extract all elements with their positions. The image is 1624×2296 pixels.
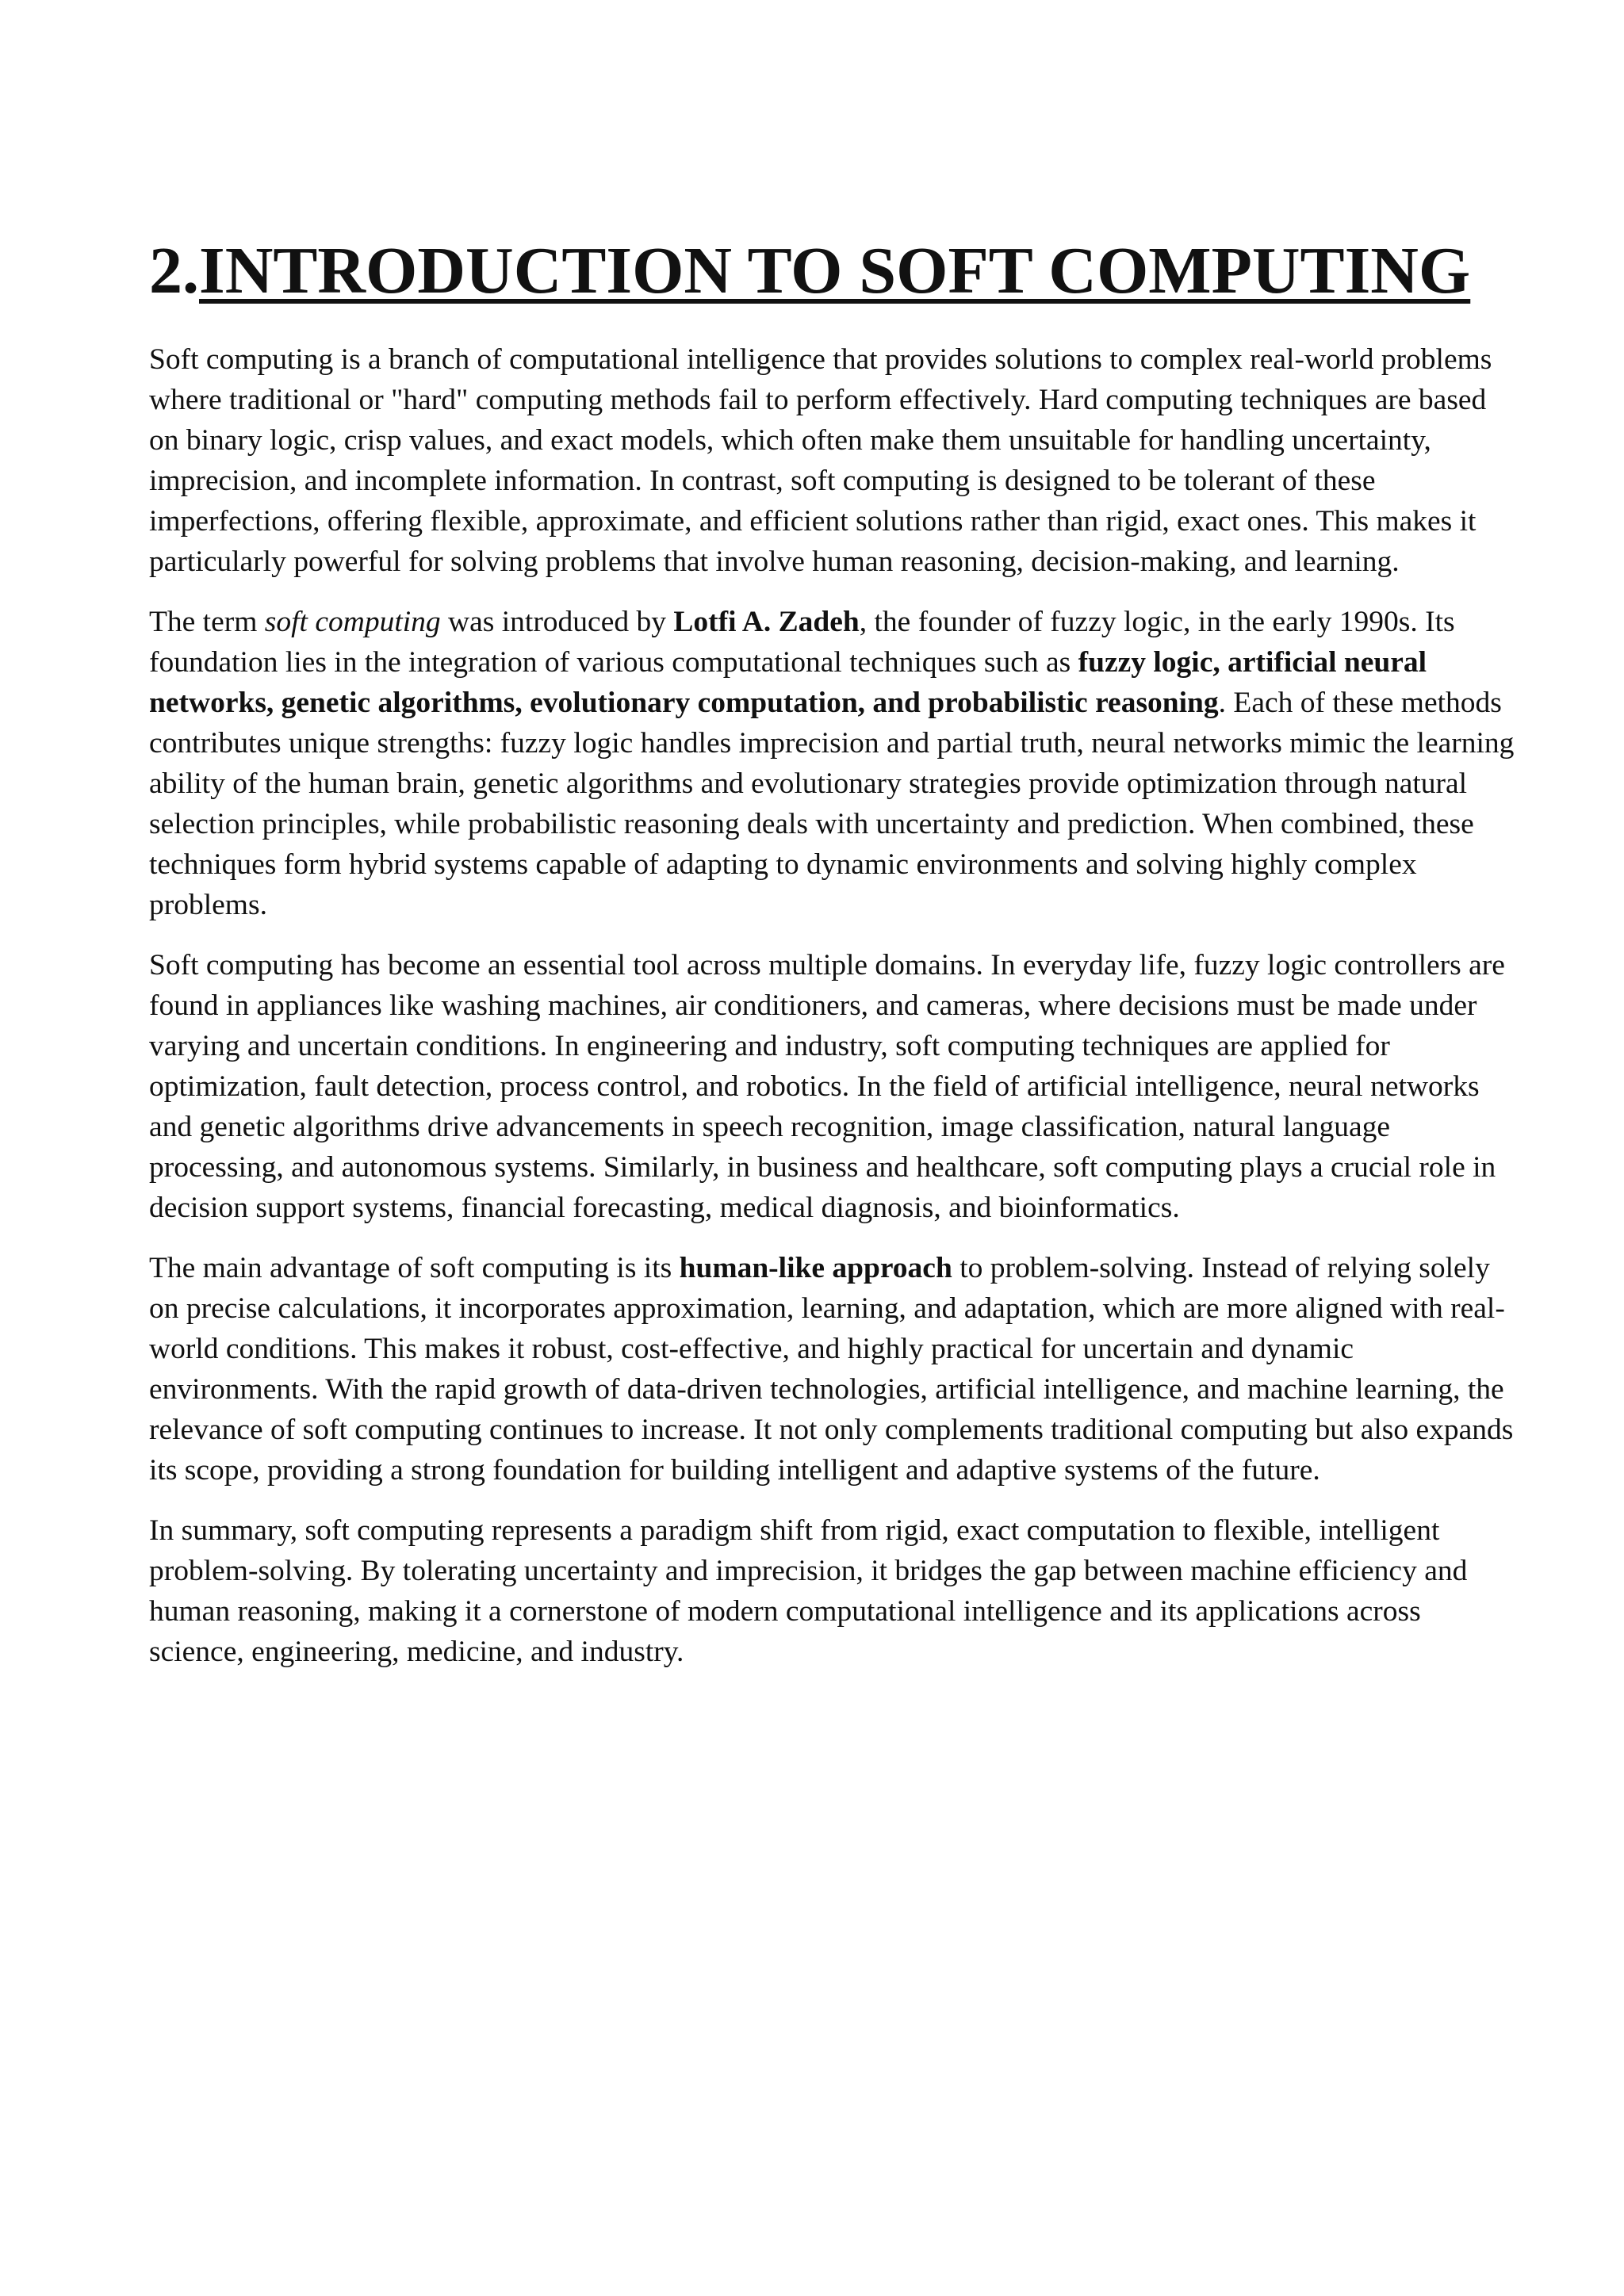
paragraph-1: Soft computing is a branch of computational intelligence that provides solutions to complex real-world problems where traditional or "hard" computing methods fail to perform effectively. Hard computing techniques are based on binary logic, crisp values, and exact models, which often make them unsuitable for handling uncertainty, imprecision, and incomplete information. In contrast, soft computing is designed to be tolerant of these imperfections, offering flexible, approximate, and efficient solutions rather than rigid, exact ones. This makes it particularly powerful for solving problems that involve human reasoning, decision-making, and learning. (149, 343, 1492, 578)
paragraph-2-text: was introduced by (440, 606, 674, 638)
paragraph-4-text: to problem-solving. Instead of relying solely on precise calculations, it incorporates approximation, learning, and adaptation, which are more aligned with real-world conditions. This makes it robust, cost-effective, and highly practical for uncertain and dynamic environments. With the rapid growth of data-driven technologies, artificial intelligence, and machine learning, the relevance of soft computing continues to increase. It not only complements traditional computing but also expands its scope, providing a strong foundation for building intelligent and adaptive systems of the future. (149, 1252, 1514, 1487)
paragraph-2-text: , the founder of fuzzy logic, in the early 1990s. Its foundation lies in the integration of various computational techniques such as (149, 606, 1455, 679)
name-lotfi-zadeh: Lotfi A. Zadeh (673, 606, 860, 638)
paragraph-3: Soft computing has become an essential tool across multiple domains. In everyday life, fuzzy logic controllers are found in appliances like washing machines, air conditioners, and cameras, where decisions must be made under varying and uncertain conditions. In engineering and industry, soft computing techniques are applied for optimization, fault detection, process control, and robotics. In the field of artificial intelligence, neural networks and genetic algorithms drive advancements in speech recognition, image classification, natural language processing, and autonomous systems. Similarly, in business and healthcare, soft computing plays a crucial role in decision support systems, financial forecasting, medical diagnosis, and bioinformatics. (149, 949, 1505, 1224)
paragraph-2 (149, 602, 1515, 925)
paragraph-4 (149, 1248, 1515, 1490)
document-page (149, 232, 1515, 1692)
paragraph-5: In summary, soft computing represents a paradigm shift from rigid, exact computation to flexible, intelligent problem-solving. By tolerating uncertainty and imprecision, it bridges the gap between machine efficiency and human reasoning, making it a cornerstone of modern computational intelligence and its applications across science, engineering, medicine, and industry. (149, 1514, 1468, 1668)
title-text: INTRODUCTION TO SOFT COMPUTING (199, 234, 1471, 308)
paragraph-2-text: The term (149, 606, 265, 638)
term-soft-computing: soft computing (264, 606, 441, 638)
title-number: 2. (149, 234, 199, 308)
techniques-list: fuzzy logic, artificial neural networks, genetic algorithms, evolutionary computation, and probabilistic reasoning (149, 646, 1427, 719)
paragraph-2-text: . Each of these methods contributes unique strengths: fuzzy logic handles imprecision and partial truth, neural networks mimic the learning ability of the human brain, genetic algorithms and evolutionary strategies provide optimization through natural selection principles, while probabilistic reasoning deals with uncertainty and prediction. When combined, these techniques form hybrid systems capable of adapting to dynamic environments and solving highly complex problems. (149, 687, 1515, 921)
page-title (149, 232, 1515, 311)
paragraph-4-text: The main advantage of soft computing is its (149, 1252, 680, 1284)
human-like-approach: human-like approach (679, 1252, 952, 1284)
